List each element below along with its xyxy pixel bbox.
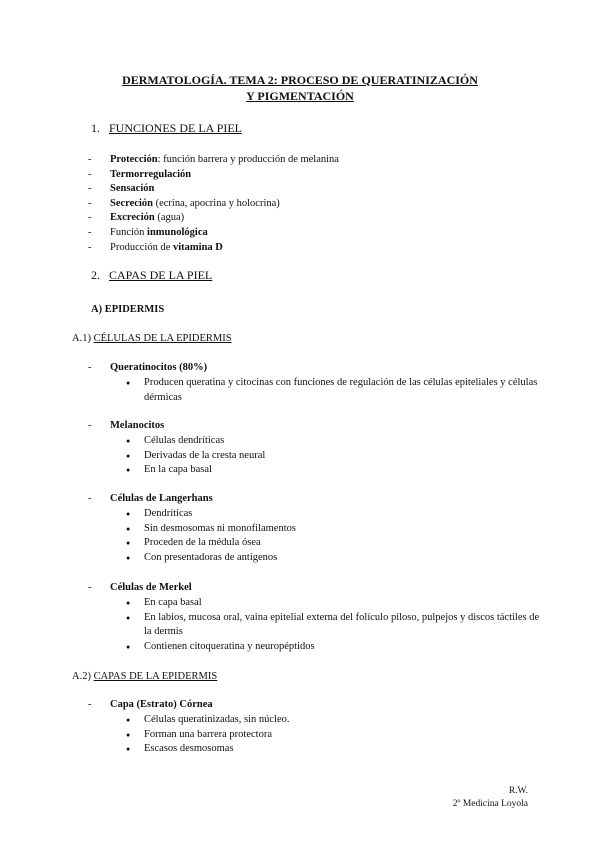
section-1-title: FUNCIONES DE LA PIEL [109, 121, 243, 135]
document-title [0, 72, 600, 104]
bullet-item: ● Dendríticas [88, 507, 548, 522]
bullet-item: ● Forman una barrera protectora [88, 728, 548, 743]
a1-heading [72, 332, 232, 345]
bullet-item: ● Células queratinizadas, sin núcleo. [88, 713, 548, 728]
a2-prefix: A.2) [72, 671, 94, 682]
function-item-prefix: Función [110, 226, 148, 238]
section-2-number: 2. [91, 268, 100, 282]
cell-group [88, 698, 548, 757]
subsection-a-heading: A) EPIDERMIS [91, 304, 165, 315]
function-item-prefix: Producción de [110, 241, 173, 253]
a2-title: CAPAS DE LA EPIDERMIS [93, 671, 218, 682]
function-item-term: Secreción [110, 197, 153, 209]
cell-group-title: - Melanocitos [88, 419, 548, 434]
title-line-2: Y PIGMENTACIÓN [246, 89, 354, 103]
bullet-item: ● Escasos desmosomas [88, 742, 548, 757]
bullet-list [88, 507, 548, 565]
cell-group-title: - Células de Merkel [88, 581, 548, 596]
function-item [88, 241, 339, 256]
bullet-item: ● Producen queratina y citocinas con funciones de regulación de las células epiteliales y células dérmicas [88, 376, 548, 405]
bullet-list [88, 596, 548, 654]
footer-author: R.W. [508, 786, 528, 796]
section-1-heading [91, 121, 242, 136]
bullet-item: ● Derivadas de la cresta neural [88, 449, 548, 464]
bullet-item: ● En capa basal [88, 596, 548, 611]
cell-group [88, 581, 548, 654]
bullet-item: ● Células dendríticas [88, 434, 548, 449]
cell-group-title: - Capa (Estrato) Córnea [88, 698, 548, 713]
function-item-term: Termorregulación [110, 168, 192, 180]
bullet-item: ● Con presentadoras de antígenos [88, 551, 548, 566]
functions-list [88, 153, 339, 255]
bullet-item: ● En labios, mucosa oral, vaina epitelial externa del folículo piloso, pulpejos y discos táctiles de la dermis [88, 611, 548, 640]
cell-group [88, 361, 548, 405]
bullet-item: ● Sin desmosomas ni monofilamentos [88, 522, 548, 537]
function-item-term: Excreción [110, 212, 155, 224]
footer [453, 785, 528, 811]
bullet-item: ● Contienen citoqueratina y neuropéptidos [88, 640, 548, 655]
bullet-list [88, 434, 548, 478]
a2-heading [72, 670, 217, 683]
bullet-list [88, 376, 548, 405]
cell-group [88, 419, 548, 478]
bullet-item: ● En la capa basal [88, 463, 548, 478]
function-item [88, 226, 339, 241]
function-item [88, 153, 339, 168]
section-2-heading [91, 268, 212, 283]
function-item-term: Protección [110, 154, 158, 165]
function-item [88, 182, 339, 197]
cell-group [88, 492, 548, 565]
function-item [88, 197, 339, 212]
a1-prefix: A.1) [72, 333, 94, 344]
function-item-term: Sensación [110, 183, 155, 195]
function-item-detail: (ecrina, apocrina y holocrina) [152, 197, 280, 209]
a1-title: CÉLULAS DE LA EPIDERMIS [93, 333, 232, 344]
function-item-term: vitamina D [173, 241, 223, 253]
cell-group-title: - Queratinocitos (80%) [88, 361, 548, 376]
footer-course: 2º Medicina Loyola [452, 799, 528, 809]
function-item-detail: (agua) [154, 212, 185, 224]
title-line-1: DERMATOLOGÍA. TEMA 2: PROCESO DE QUERATINIZACIÓN [122, 73, 478, 87]
function-item-term: inmunológica [147, 226, 208, 238]
section-1-number: 1. [91, 121, 100, 135]
function-item-detail: : función barrera y producción de melanina [157, 154, 339, 165]
bullet-item: ● Proceden de la médula ósea [88, 536, 548, 551]
cell-group-title: - Células de Langerhans [88, 492, 548, 507]
function-item [88, 168, 339, 183]
bullet-list [88, 713, 548, 757]
section-2-title: CAPAS DE LA PIEL [109, 268, 213, 282]
function-item [88, 211, 339, 226]
